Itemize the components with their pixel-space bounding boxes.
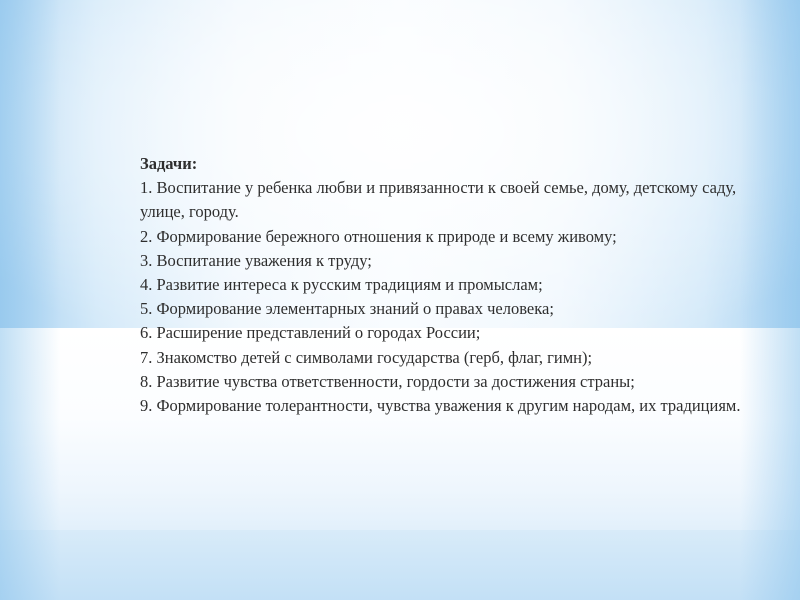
task-item-8: 8. Развитие чувства ответственности, гордости за достижения страны; <box>140 371 635 391</box>
background-edge-left <box>0 0 60 600</box>
task-item-6: 6. Расширение представлений о городах России; <box>140 323 481 343</box>
task-item-3: 3. Воспитание уважения к труду; <box>140 250 372 270</box>
slide-heading: Задачи: <box>140 154 198 173</box>
task-item-4: 4. Развитие интереса к русским традициям и промыслам; <box>140 275 543 295</box>
task-item-2: 2. Формирование бережного отношения к природе и всему живому; <box>140 226 617 246</box>
background-band-fade <box>0 530 800 600</box>
task-item-5: 5. Формирование элементарных знаний о правах человека; <box>140 299 554 319</box>
slide-content <box>140 152 750 418</box>
task-item-1: 1. Воспитание у ребенка любви и привязанности к своей семье, дому, детскому саду, улице, городу. <box>140 178 737 222</box>
task-item-9: 9. Формирование толерантности, чувства уважения к другим народам, их традициям. <box>140 396 741 416</box>
task-list <box>140 176 750 418</box>
task-item-7: 7. Знакомство детей с символами государства (герб, флаг, гимн); <box>140 347 593 367</box>
